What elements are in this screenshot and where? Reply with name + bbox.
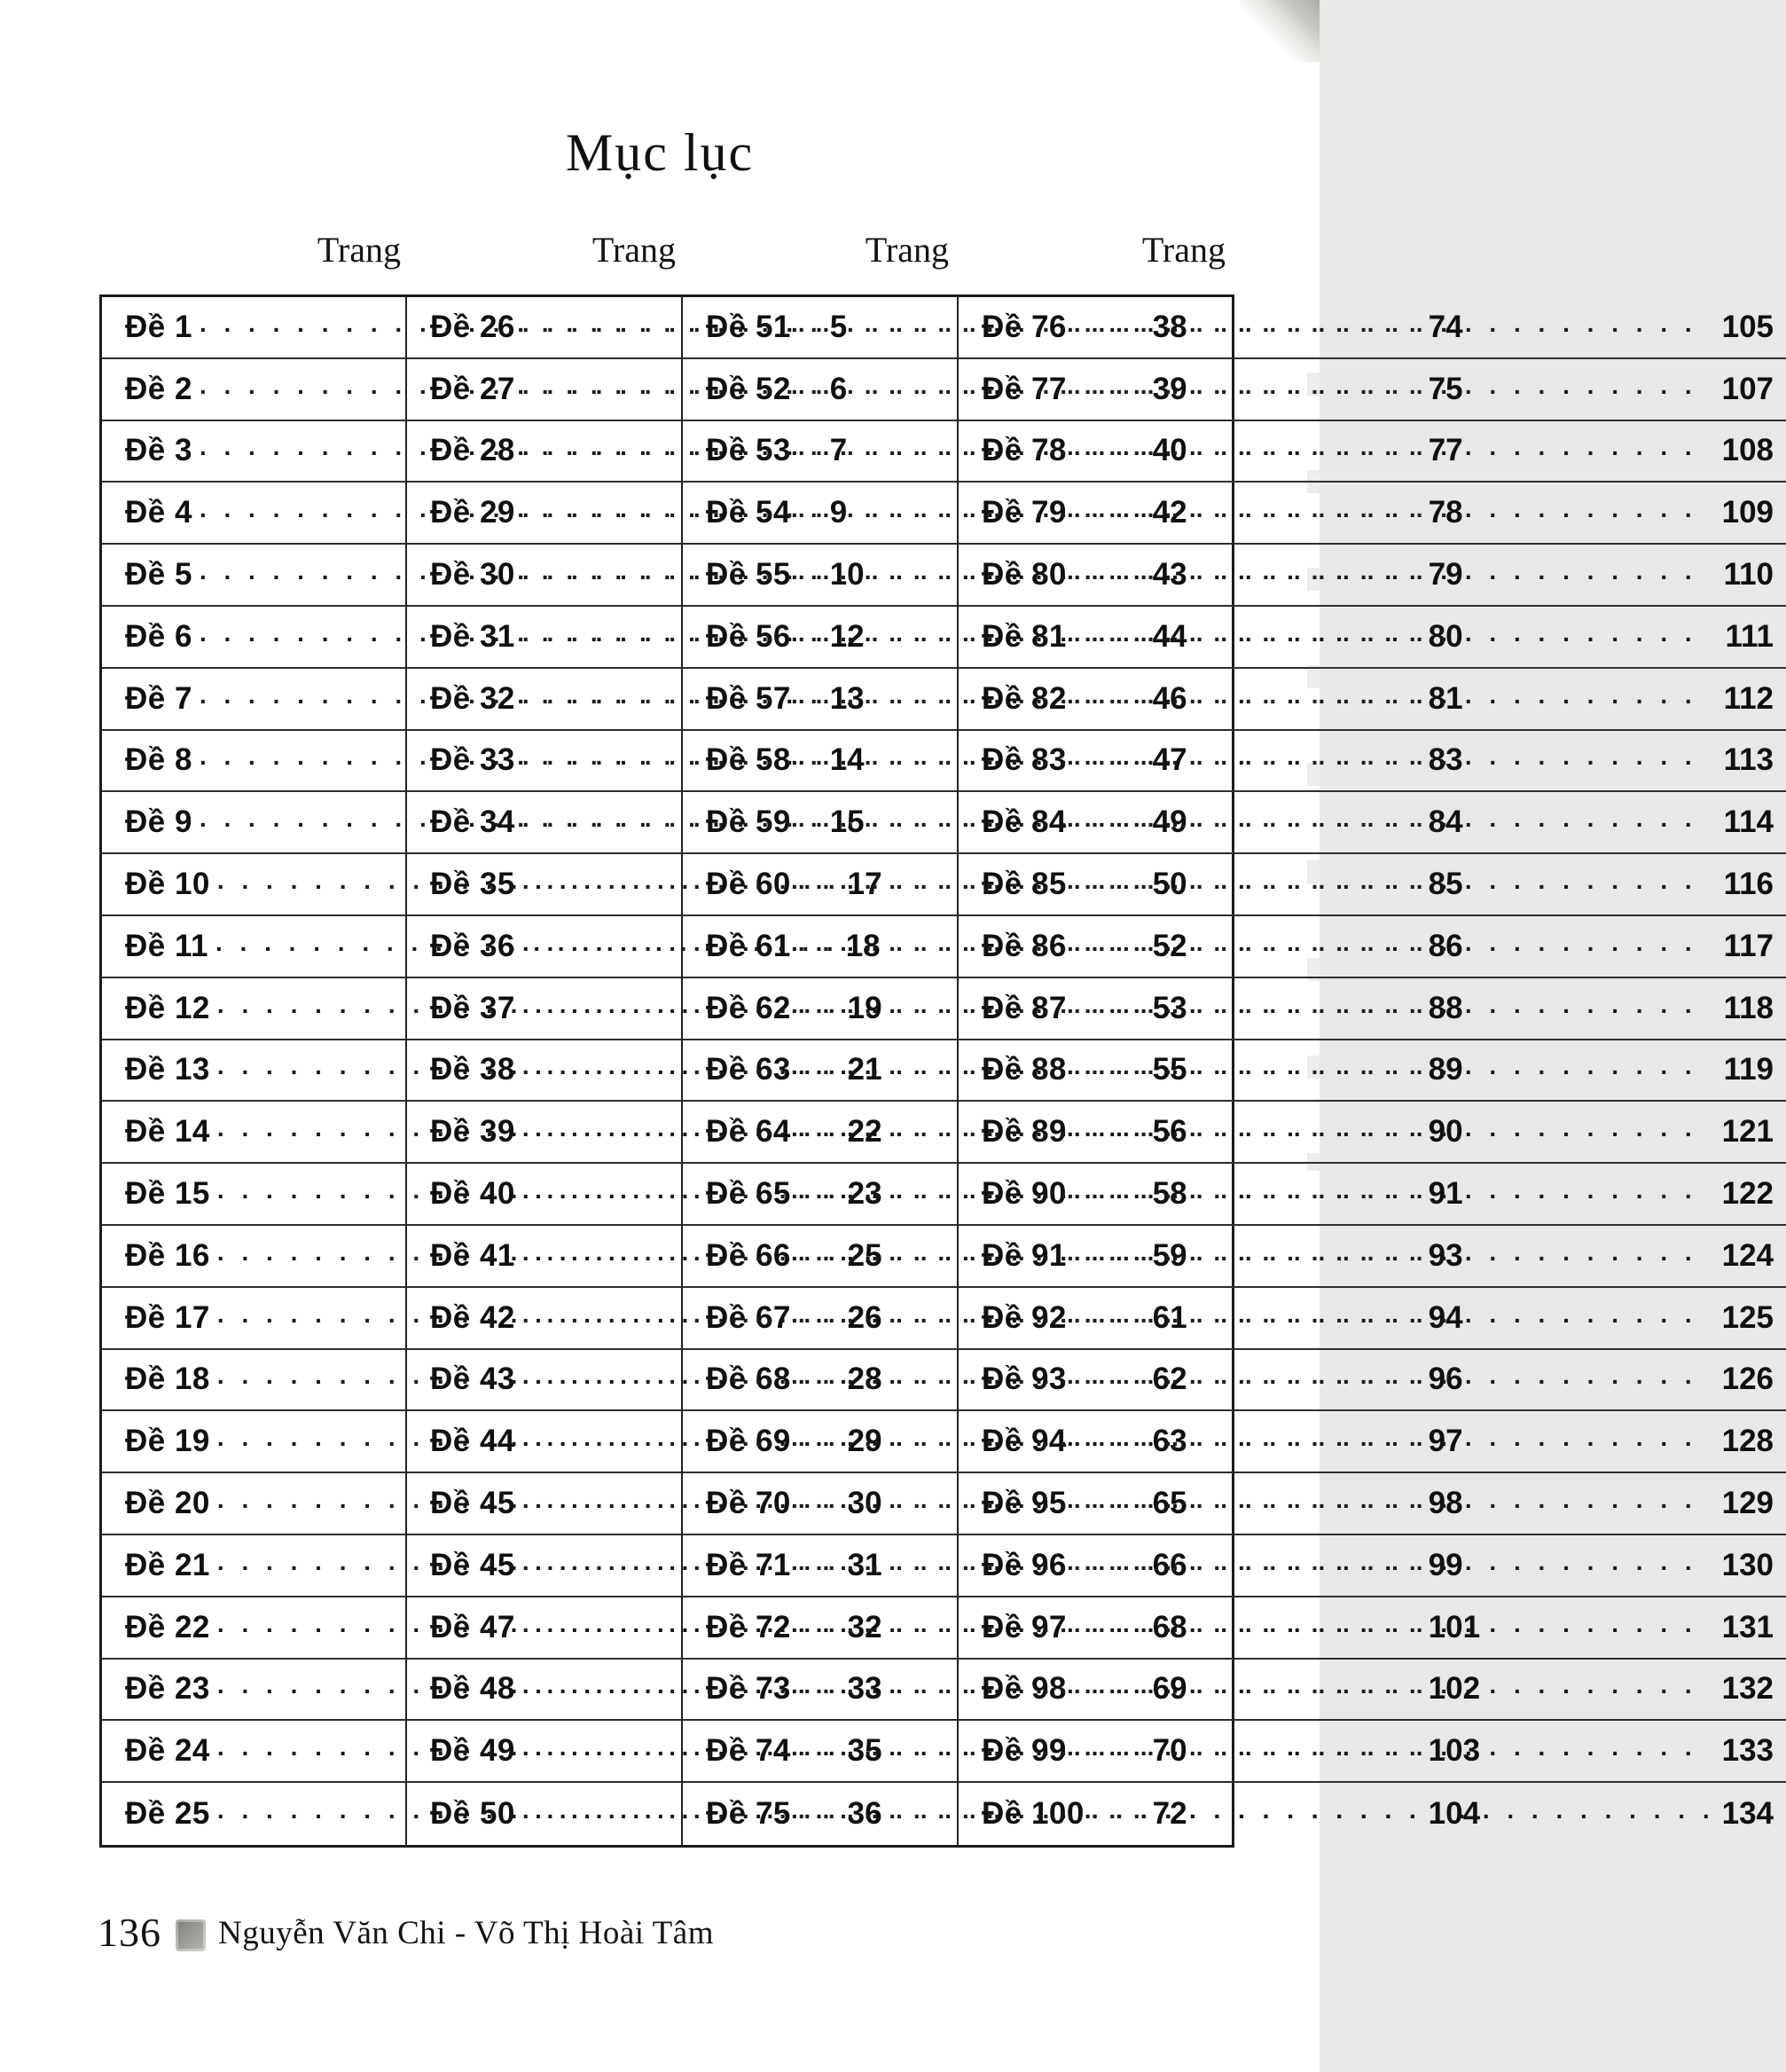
toc-entry [959,545,1786,607]
toc-entry-label: Đề 26 [430,309,515,344]
toc-entry-label: Đề 92 [982,1299,1067,1335]
dotted-leader [1074,681,1717,710]
toc-entry-label: Đề 47 [430,1609,515,1644]
toc-entry-page: 17 [847,867,882,902]
toc-entry-page: 50 [1152,867,1187,902]
toc-entry-page: 56 [1152,1114,1187,1150]
toc-entry-label: Đề 55 [706,557,791,593]
toc-entry-page: 47 [1152,742,1187,778]
toc-entry-page: 101 [1428,1609,1481,1644]
toc-entry-page: 119 [1723,1052,1774,1087]
toc-entry-label: Đề 23 [125,1671,210,1707]
toc-entry [959,1597,1786,1660]
toc-entry-label: Đề 34 [430,804,515,840]
toc-entry-page: 90 [1428,1114,1463,1150]
dotted-leader [1074,433,1715,461]
toc-entry-page: 15 [829,804,865,840]
toc-entry-label: Đề 84 [982,804,1067,840]
toc-entry-page: 5 [829,309,848,344]
toc-entry-label: Đề 4 [125,495,192,530]
toc-entry-page: 65 [1152,1486,1187,1521]
toc-entry-label: Đề 38 [430,1052,515,1087]
toc-entry-label: Đề 31 [430,618,515,654]
toc-entry-label: Đề 73 [706,1671,791,1707]
dotted-leader [1074,1610,1715,1638]
toc-entry-label: Đề 90 [982,1176,1067,1212]
toc-entry-label: Đề 69 [706,1424,791,1459]
toc-entry-page: 113 [1723,742,1774,778]
toc-entry-label: Đề 48 [430,1671,515,1707]
column-header-trang-2: Trang [591,230,676,270]
toc-entry-page: 131 [1721,1609,1774,1644]
toc-entry-page: 83 [1428,742,1463,778]
toc-entry-page: 105 [1721,309,1774,344]
toc-entry-page: 97 [1428,1424,1463,1459]
toc-entry-page: 133 [1721,1733,1774,1769]
dotted-leader [1092,1796,1715,1825]
toc-entry [959,792,1786,854]
toc-entry-label: Đề 28 [430,433,515,468]
dotted-leader [1074,1548,1715,1576]
toc-entry-label: Đề 2 [125,371,192,406]
toc-entry [959,669,1786,731]
toc-entry-label: Đề 33 [430,742,515,778]
toc-entry-label: Đề 82 [982,680,1067,716]
toc-entry-label: Đề 56 [706,618,791,654]
toc-entry-page: 9 [829,495,848,530]
toc-entry-label: Đề 24 [125,1733,210,1769]
toc-entry [959,1411,1786,1473]
toc-entry-label: Đề 15 [125,1176,210,1212]
toc-entry-page: 96 [1428,1362,1463,1397]
toc-entry-label: Đề 22 [125,1609,210,1644]
toc-entry-page: 108 [1721,433,1774,468]
page-footer [98,1909,714,1956]
toc-entry-label: Đề 77 [982,371,1067,406]
toc-entry-label: Đề 7 [125,680,192,716]
dotted-leader [1074,804,1717,833]
toc-entry-label: Đề 91 [982,1237,1067,1273]
toc-entry-label: Đề 88 [982,1052,1067,1087]
toc-entry [959,978,1786,1040]
dotted-leader [1074,742,1717,771]
toc-entry-label: Đề 66 [706,1237,791,1273]
toc-entry-page: 91 [1428,1176,1463,1212]
toc-entry-page: 26 [847,1299,882,1335]
toc-entry [959,359,1786,421]
toc-entry [959,916,1786,978]
toc-entry [959,607,1786,669]
toc-entry-label: Đề 97 [982,1609,1067,1644]
toc-entry-label: Đề 99 [982,1733,1067,1769]
toc-entry-label: Đề 27 [430,371,515,406]
dotted-leader [1074,1362,1715,1390]
toc-entry-page: 36 [847,1796,882,1832]
toc-entry-label: Đề 63 [706,1052,791,1087]
column-headers [99,229,1234,271]
toc-entry-label: Đề 44 [430,1424,515,1459]
toc-entry-page: 117 [1723,928,1774,963]
toc-entry-page: 109 [1721,495,1774,530]
toc-entry-page: 49 [1152,804,1187,840]
scan-corner-artifact [1240,0,1320,62]
dotted-leader [1074,991,1717,1019]
toc-entry-label: Đề 14 [125,1114,210,1150]
toc-entry-page: 98 [1428,1486,1463,1521]
toc-entry-label: Đề 21 [125,1547,210,1582]
toc-entry-label: Đề 11 [125,928,208,963]
toc-entry-label: Đề 13 [125,1052,210,1087]
toc-entry-label: Đề 98 [982,1671,1067,1707]
toc-entry-page: 63 [1152,1424,1187,1459]
toc-table [99,294,1774,1848]
toc-entry-label: Đề 75 [706,1796,791,1832]
toc-entry-label: Đề 59 [706,804,791,840]
toc-entry-label: Đề 70 [706,1486,791,1521]
toc-entry-label: Đề 79 [982,495,1067,530]
toc-entry-page: 70 [1152,1733,1187,1769]
toc-entry-page: 19 [847,990,882,1025]
toc-entry-page: 85 [1428,867,1463,902]
toc-entry-label: Đề 74 [706,1733,791,1769]
toc-entry-label: Đề 80 [982,557,1067,593]
toc-entry-label: Đề 87 [982,990,1067,1025]
toc-entry [959,483,1786,545]
toc-entry [959,1288,1786,1350]
toc-entry-label: Đề 20 [125,1486,210,1521]
toc-entry-page: 103 [1428,1733,1481,1769]
toc-entry-label: Đề 51 [706,309,791,344]
toc-entry-label: Đề 61 [706,928,791,963]
toc-entry-label: Đề 35 [430,867,515,902]
toc-entry [959,1660,1786,1722]
toc-entry-page: 23 [847,1176,882,1212]
toc-entry-label: Đề 25 [125,1796,210,1832]
dotted-leader [1074,495,1715,523]
toc-entry-page: 94 [1428,1299,1463,1335]
dotted-leader [1074,557,1717,585]
footer-authors: Nguyễn Văn Chi - Võ Thị Hoài Tâm [218,1915,714,1951]
dotted-leader [1074,1114,1715,1142]
toc-entry [959,1721,1786,1783]
toc-entry-label: Đề 43 [430,1362,515,1397]
toc-entry-page: 89 [1428,1052,1463,1087]
toc-entry [959,297,1786,359]
toc-entry-page: 102 [1428,1671,1481,1707]
toc-column-4 [957,297,1786,1845]
toc-entry-page: 125 [1721,1299,1774,1335]
toc-entry [959,854,1786,916]
toc-entry-page: 58 [1152,1176,1187,1212]
toc-entry-page: 129 [1721,1486,1774,1521]
toc-entry-page: 104 [1428,1796,1481,1832]
toc-entry-page: 124 [1721,1237,1774,1273]
toc-entry-label: Đề 68 [706,1362,791,1397]
toc-entry-label: Đề 83 [982,742,1067,778]
toc-entry-page: 10 [829,557,865,593]
toc-entry-label: Đề 12 [125,990,210,1025]
toc-entry-page: 39 [1152,371,1187,406]
toc-entry-page: 72 [1152,1796,1187,1832]
toc-entry-label: Đề 45 [430,1547,515,1582]
toc-entry-page: 130 [1721,1547,1774,1582]
toc-entry-page: 128 [1721,1424,1774,1459]
toc-entry-label: Đề 96 [982,1547,1067,1582]
toc-entry-page: 126 [1721,1362,1774,1397]
toc-entry-label: Đề 41 [430,1237,515,1273]
toc-entry-page: 53 [1152,990,1187,1025]
toc-entry-label: Đề 65 [706,1176,791,1212]
toc-entry-label: Đề 85 [982,867,1067,902]
dotted-leader [1074,867,1717,895]
toc-entry-page: 52 [1152,928,1187,963]
toc-entry-page: 122 [1721,1176,1774,1212]
toc-entry-page: 111 [1725,618,1774,654]
toc-entry-page: 75 [1428,371,1463,406]
toc-entry-label: Đề 67 [706,1299,791,1335]
toc-entry-page: 86 [1428,928,1463,963]
toc-entry [959,421,1786,483]
toc-entry-label: Đề 42 [430,1299,515,1335]
toc-entry-page: 93 [1428,1237,1463,1273]
toc-entry-label: Đề 86 [982,928,1067,963]
toc-entry-page: 55 [1152,1052,1187,1087]
toc-entry-label: Đề 72 [706,1609,791,1644]
toc-entry-page: 14 [829,742,865,778]
toc-entry-page: 42 [1152,495,1187,530]
toc-entry-label: Đề 40 [430,1176,515,1212]
dotted-leader [1074,1052,1717,1080]
toc-entry [959,1535,1786,1597]
toc-entry-label: Đề 94 [982,1424,1067,1459]
toc-entry-label: Đề 6 [125,618,192,654]
toc-entry-page: 110 [1723,557,1774,593]
toc-entry-page: 6 [829,371,848,406]
toc-entry-page: 13 [829,680,865,716]
dotted-leader [1074,929,1717,957]
toc-entry-page: 99 [1428,1547,1463,1582]
toc-entry-label: Đề 64 [706,1114,791,1150]
toc-entry-label: Đề 30 [430,557,515,593]
toc-entry-page: 18 [845,928,881,963]
toc-entry-label: Đề 95 [982,1486,1067,1521]
toc-entry [959,1040,1786,1103]
toc-entry-page: 33 [847,1671,882,1707]
dotted-leader [1074,1424,1715,1452]
toc-entry-label: Đề 3 [125,433,192,468]
toc-entry-label: Đề 1 [125,309,192,344]
dotted-leader [1074,1176,1715,1205]
dotted-leader [1074,1733,1715,1762]
toc-entry-page: 31 [847,1547,882,1582]
toc-entry-page: 121 [1721,1114,1774,1150]
toc-entry-label: Đề 76 [982,309,1067,344]
toc-entry-label: Đề 71 [706,1547,791,1582]
toc-entry-page: 35 [847,1733,882,1769]
toc-entry-label: Đề 100 [982,1796,1085,1832]
toc-entry-label: Đề 52 [706,371,791,406]
toc-entry-page: 116 [1723,867,1774,902]
column-header-trang-4: Trang [1141,230,1226,270]
toc-entry [959,1226,1786,1288]
toc-entry-label: Đề 8 [125,742,192,778]
toc-entry-label: Đề 62 [706,990,791,1025]
toc-entry-label: Đề 16 [125,1237,210,1273]
toc-entry-page: 118 [1723,990,1774,1025]
toc-entry-page: 43 [1152,557,1187,593]
toc-entry-label: Đề 78 [982,433,1067,468]
toc-entry-page: 30 [847,1486,882,1521]
toc-entry-page: 44 [1152,618,1187,654]
toc-entry-label: Đề 89 [982,1114,1067,1150]
dotted-leader [1074,619,1719,648]
toc-entry-label: Đề 53 [706,433,791,468]
dotted-leader [1074,1486,1715,1514]
toc-entry-label: Đề 32 [430,680,515,716]
toc-entry-label: Đề 9 [125,804,192,840]
toc-entry-page: 46 [1152,680,1187,716]
toc-entry [959,1164,1786,1226]
toc-entry-page: 69 [1152,1671,1187,1707]
toc-entry-page: 29 [847,1424,882,1459]
toc-entry-page: 21 [847,1052,882,1087]
toc-entry-page: 80 [1428,618,1463,654]
toc-entry-label: Đề 49 [430,1733,515,1769]
toc-entry-label: Đề 19 [125,1424,210,1459]
toc-entry-page: 28 [847,1362,882,1397]
toc-entry [959,1102,1786,1164]
toc-entry-label: Đề 81 [982,618,1067,654]
column-header-trang-3: Trang [865,230,949,270]
toc-entry-page: 59 [1152,1237,1187,1273]
toc-entry-page: 112 [1723,680,1774,716]
toc-entry-label: Đề 50 [430,1796,515,1832]
toc-entry-page: 107 [1721,371,1774,406]
toc-entry-page: 84 [1428,804,1463,840]
footer-page-number: 136 [98,1910,161,1955]
toc-entry-label: Đề 18 [125,1362,210,1397]
toc-entry-label: Đề 5 [125,557,192,593]
toc-entry-page: 74 [1428,309,1463,344]
publisher-logo-icon [176,1919,206,1951]
toc-entry [959,1350,1786,1412]
toc-entry-page: 77 [1428,433,1463,468]
toc-entry-label: Đề 57 [706,680,791,716]
column-header-trang-1: Trang [317,230,401,270]
toc-entry-page: 79 [1428,557,1463,593]
toc-entry-page: 22 [847,1114,882,1150]
dotted-leader [1074,310,1715,338]
toc-entry-page: 78 [1428,495,1463,530]
toc-entry [959,1473,1786,1535]
dotted-leader [1074,1238,1715,1267]
toc-entry-page: 62 [1152,1362,1187,1397]
toc-entry-page: 66 [1152,1547,1187,1582]
toc-entry-page: 132 [1721,1671,1774,1707]
toc-entry-label: Đề 17 [125,1299,210,1335]
toc-entry-label: Đề 54 [706,495,791,530]
toc-entry-page: 61 [1152,1299,1187,1335]
dotted-leader [1074,372,1715,400]
toc-entry-page: 32 [847,1609,882,1644]
dotted-leader [1074,1671,1715,1699]
dotted-leader [1074,1300,1715,1329]
toc-entry-label: Đề 58 [706,742,791,778]
toc-entry-label: Đề 36 [430,928,515,963]
toc-entry-label: Đề 93 [982,1362,1067,1397]
toc-entry-label: Đề 37 [430,990,515,1025]
toc-entry-label: Đề 60 [706,867,791,902]
page-title: Mục lục [565,123,755,182]
toc-entry-page: 12 [829,618,865,654]
toc-entry-page: 7 [829,433,848,468]
toc-entry-page: 25 [847,1237,882,1273]
toc-entry-label: Đề 39 [430,1114,515,1150]
toc-entry-page: 81 [1428,680,1463,716]
toc-entry-page: 68 [1152,1609,1187,1644]
toc-entry-label: Đề 29 [430,495,515,530]
toc-entry-page: 114 [1723,804,1774,840]
toc-entry-label: Đề 45 [430,1486,515,1521]
toc-entry-label: Đề 10 [125,867,210,902]
toc-entry-page: 134 [1721,1796,1774,1832]
toc-entry [959,731,1786,793]
toc-entry-page: 88 [1428,990,1463,1025]
toc-entry-page: 40 [1152,433,1187,468]
toc-entry-page: 38 [1152,309,1187,344]
